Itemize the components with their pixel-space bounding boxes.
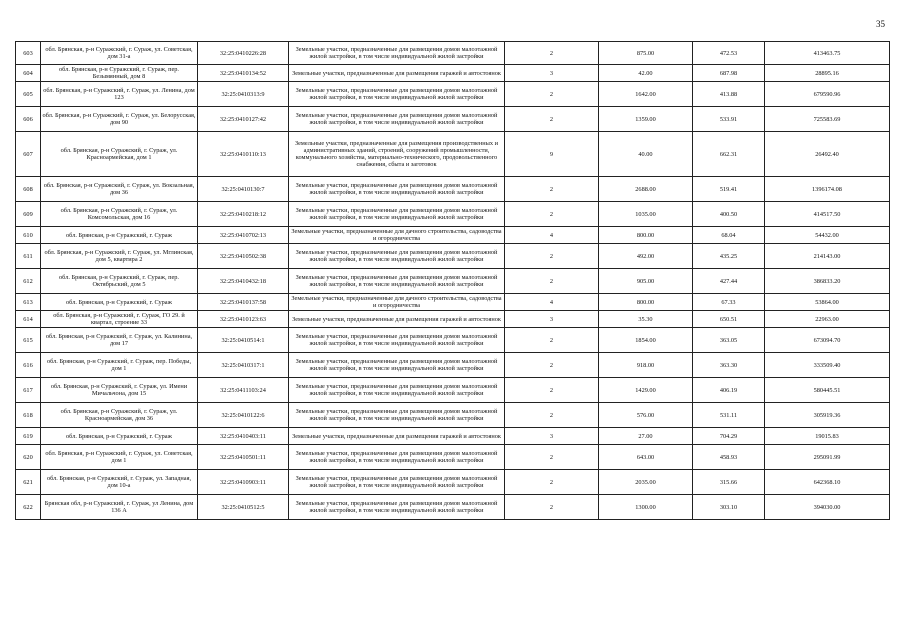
cadastral-value-cell: 305919.36 (765, 403, 890, 428)
specific-value-cell: 519.41 (693, 177, 765, 202)
land-use-type-cell: Земельные участки, предназначенные для размещения домов малоэтажной жилой застройки, в том числе индивидуальной жилой застройки (289, 470, 505, 495)
cadastral-number-cell: 32:25:0410122:6 (198, 403, 289, 428)
specific-value-cell: 400.50 (693, 202, 765, 227)
land-use-type-cell: Земельные участки, предназначенные для дачного строительства, садоводства и огородничества (289, 294, 505, 311)
cadastral-value-cell: 413463.75 (765, 42, 890, 65)
specific-value-cell: 315.66 (693, 470, 765, 495)
area-cell: 1300.00 (599, 495, 693, 520)
address-cell: обл. Брянская, р-н Суражский, г. Сураж, ул. Вокзальная, дом 36 (41, 177, 198, 202)
cadastral-value-cell: 580445.51 (765, 378, 890, 403)
land-use-type-cell: Земельные участки, предназначенные для размещения домов малоэтажной жилой застройки, в том числе индивидуальной жилой застройки (289, 269, 505, 294)
area-cell: 1035.00 (599, 202, 693, 227)
group-cell: 3 (505, 65, 599, 82)
address-cell: обл. Брянская, р-н Суражский, г. Сураж (41, 294, 198, 311)
cadastral-number-cell: 32:25:0410226:28 (198, 42, 289, 65)
address-cell: Брянская обл, р-н Суражский, г. Сураж, ул Ленина, дом 136 А (41, 495, 198, 520)
area-cell: 918.00 (599, 353, 693, 378)
area-cell: 2035.00 (599, 470, 693, 495)
specific-value-cell: 435.25 (693, 244, 765, 269)
land-use-type-cell: Земельные участки, предназначенные для размещения домов малоэтажной жилой застройки, в том числе индивидуальной жилой застройки (289, 445, 505, 470)
area-cell: 905.00 (599, 269, 693, 294)
cadastral-number-cell: 32:25:0410127:42 (198, 107, 289, 132)
row-number-cell: 610 (16, 227, 41, 244)
address-cell: обл. Брянская, р-н Суражский, г. Сураж, ул. Имени Мичальчона, дом 15 (41, 378, 198, 403)
land-registry-table (15, 41, 890, 520)
row-number-cell: 617 (16, 378, 41, 403)
row-number-cell: 620 (16, 445, 41, 470)
group-cell: 2 (505, 107, 599, 132)
row-number-cell: 613 (16, 294, 41, 311)
address-cell: обл. Брянская, р-н Суражский, г. Сураж, ГО 29. й квартал, строение 33 (41, 311, 198, 328)
row-number-cell: 607 (16, 132, 41, 177)
specific-value-cell: 68.04 (693, 227, 765, 244)
land-use-type-cell: Земельные участки, предназначенные для размещения домов малоэтажной жилой застройки, в том числе индивидуальной жилой застройки (289, 107, 505, 132)
table-row (16, 42, 890, 65)
address-cell: обл. Брянская, р-н Суражский, г. Сураж, ул. Красноармейская, дом 1 (41, 132, 198, 177)
address-cell: обл. Брянская, р-н Суражский, г. Сураж, пер. Победы, дом 1 (41, 353, 198, 378)
specific-value-cell: 533.91 (693, 107, 765, 132)
cadastral-value-cell: 26492.40 (765, 132, 890, 177)
cadastral-value-cell: 53864.00 (765, 294, 890, 311)
table-row (16, 132, 890, 177)
group-cell: 2 (505, 403, 599, 428)
cadastral-number-cell: 32:25:0410502:38 (198, 244, 289, 269)
cadastral-number-cell: 32:25:0410123:63 (198, 311, 289, 328)
area-cell: 576.00 (599, 403, 693, 428)
table-row (16, 82, 890, 107)
address-cell: обл. Брянская, р-н Суражский, г. Сураж, пер. Октябрьский, дом 5 (41, 269, 198, 294)
cadastral-number-cell: 32:25:0410137:58 (198, 294, 289, 311)
land-use-type-cell: Земельные участки, предназначенные для размещения гаражей и автостоянок (289, 311, 505, 328)
table-row (16, 244, 890, 269)
cadastral-value-cell: 386833.20 (765, 269, 890, 294)
cadastral-value-cell: 1396174.08 (765, 177, 890, 202)
group-cell: 2 (505, 445, 599, 470)
land-use-type-cell: Земельные участки, предназначенные для размещения домов малоэтажной жилой застройки, в том числе индивидуальной жилой застройки (289, 495, 505, 520)
area-cell: 1642.00 (599, 82, 693, 107)
group-cell: 2 (505, 495, 599, 520)
table-row (16, 227, 890, 244)
row-number-cell: 608 (16, 177, 41, 202)
area-cell: 643.00 (599, 445, 693, 470)
address-cell: обл. Брянская, р-н Суражский, г. Сураж, ул. Белорусская, дом 90 (41, 107, 198, 132)
cadastral-value-cell: 19015.83 (765, 428, 890, 445)
row-number-cell: 609 (16, 202, 41, 227)
area-cell: 2688.00 (599, 177, 693, 202)
group-cell: 3 (505, 311, 599, 328)
group-cell: 2 (505, 378, 599, 403)
land-use-type-cell: Земельные участки, предназначенные для размещения домов малоэтажной жилой застройки, в том числе индивидуальной жилой застройки (289, 177, 505, 202)
row-number-cell: 604 (16, 65, 41, 82)
land-use-type-cell: Земельные участки, предназначенные для размещения производственных и административных зданий, строений, сооружений промышленности, коммунального хозяйства, материально-технического, продовольственного снабжения, сбыта и заготовок (289, 132, 505, 177)
group-cell: 2 (505, 82, 599, 107)
specific-value-cell: 427.44 (693, 269, 765, 294)
land-use-type-cell: Земельные участки, предназначенные для размещения домов малоэтажной жилой застройки, в том числе индивидуальной жилой застройки (289, 202, 505, 227)
group-cell: 2 (505, 177, 599, 202)
table-row (16, 353, 890, 378)
specific-value-cell: 413.88 (693, 82, 765, 107)
row-number-cell: 603 (16, 42, 41, 65)
cadastral-number-cell: 32:25:0410501:11 (198, 445, 289, 470)
area-cell: 800.00 (599, 227, 693, 244)
cadastral-number-cell: 32:25:0410313:9 (198, 82, 289, 107)
specific-value-cell: 531.11 (693, 403, 765, 428)
row-number-cell: 611 (16, 244, 41, 269)
land-use-type-cell: Земельные участки, предназначенные для размещения домов малоэтажной жилой застройки, в том числе индивидуальной жилой застройки (289, 328, 505, 353)
area-cell: 1854.00 (599, 328, 693, 353)
cadastral-value-cell: 673094.70 (765, 328, 890, 353)
address-cell: обл. Брянская, р-н Суражский, г. Сураж, ул. Советская, дом 31-а (41, 42, 198, 65)
cadastral-number-cell: 32:25:0411103:24 (198, 378, 289, 403)
table-row (16, 177, 890, 202)
row-number-cell: 606 (16, 107, 41, 132)
table-row (16, 311, 890, 328)
row-number-cell: 614 (16, 311, 41, 328)
address-cell: обл. Брянская, р-н Суражский, г. Сураж, ул. Красноармейская, дом 36 (41, 403, 198, 428)
address-cell: обл. Брянская, р-н Суражский, г. Сураж, ул. Ленина, дом 123 (41, 82, 198, 107)
land-use-type-cell: Земельные участки, предназначенные для размещения домов малоэтажной жилой застройки, в том числе индивидуальной жилой застройки (289, 42, 505, 65)
cadastral-value-cell: 28895.16 (765, 65, 890, 82)
cadastral-number-cell: 32:25:0410514:1 (198, 328, 289, 353)
table-row (16, 202, 890, 227)
group-cell: 2 (505, 470, 599, 495)
land-use-type-cell: Земельные участки, предназначенные для дачного строительства, садоводства и огородничества (289, 227, 505, 244)
group-cell: 3 (505, 428, 599, 445)
address-cell: обл. Брянская, р-н Суражский, г. Сураж, ул. Западная, дом 10-а (41, 470, 198, 495)
area-cell: 27.00 (599, 428, 693, 445)
area-cell: 42.00 (599, 65, 693, 82)
table-row (16, 403, 890, 428)
table-row (16, 269, 890, 294)
group-cell: 2 (505, 328, 599, 353)
land-use-type-cell: Земельные участки, предназначенные для размещения гаражей и автостоянок (289, 65, 505, 82)
cadastral-value-cell: 642368.10 (765, 470, 890, 495)
area-cell: 492.00 (599, 244, 693, 269)
specific-value-cell: 406.19 (693, 378, 765, 403)
specific-value-cell: 67.33 (693, 294, 765, 311)
cadastral-value-cell: 394030.00 (765, 495, 890, 520)
specific-value-cell: 650.51 (693, 311, 765, 328)
row-number-cell: 619 (16, 428, 41, 445)
cadastral-value-cell: 295091.99 (765, 445, 890, 470)
row-number-cell: 622 (16, 495, 41, 520)
cadastral-number-cell: 32:25:0410218:12 (198, 202, 289, 227)
cadastral-number-cell: 32:25:0410134:52 (198, 65, 289, 82)
land-use-type-cell: Земельные участки, предназначенные для размещения домов малоэтажной жилой застройки, в том числе индивидуальной жилой застройки (289, 82, 505, 107)
table-row (16, 378, 890, 403)
table-row (16, 107, 890, 132)
row-number-cell: 618 (16, 403, 41, 428)
cadastral-value-cell: 22963.00 (765, 311, 890, 328)
group-cell: 9 (505, 132, 599, 177)
page-number: 35 (876, 19, 885, 29)
land-use-type-cell: Земельные участки, предназначенные для размещения домов малоэтажной жилой застройки, в том числе индивидуальной жилой застройки (289, 244, 505, 269)
table-row (16, 328, 890, 353)
table-row (16, 65, 890, 82)
cadastral-number-cell: 32:25:0410432:18 (198, 269, 289, 294)
row-number-cell: 605 (16, 82, 41, 107)
specific-value-cell: 472.53 (693, 42, 765, 65)
specific-value-cell: 363.05 (693, 328, 765, 353)
cadastral-number-cell: 32:25:0410317:1 (198, 353, 289, 378)
group-cell: 2 (505, 244, 599, 269)
specific-value-cell: 662.31 (693, 132, 765, 177)
table-row (16, 470, 890, 495)
address-cell: обл. Брянская, р-н Суражский, г. Сураж, ул. Советская, дом 1 (41, 445, 198, 470)
area-cell: 35.30 (599, 311, 693, 328)
cadastral-value-cell: 214143.00 (765, 244, 890, 269)
cadastral-number-cell: 32:25:0410512:5 (198, 495, 289, 520)
group-cell: 4 (505, 294, 599, 311)
table-row (16, 445, 890, 470)
cadastral-value-cell: 414517.50 (765, 202, 890, 227)
group-cell: 2 (505, 42, 599, 65)
cadastral-value-cell: 333509.40 (765, 353, 890, 378)
table-body (16, 42, 890, 520)
area-cell: 40.00 (599, 132, 693, 177)
group-cell: 2 (505, 353, 599, 378)
cadastral-value-cell: 679590.96 (765, 82, 890, 107)
cadastral-number-cell: 32:25:0410903:11 (198, 470, 289, 495)
land-use-type-cell: Земельные участки, предназначенные для размещения домов малоэтажной жилой застройки, в том числе индивидуальной жилой застройки (289, 353, 505, 378)
area-cell: 1359.00 (599, 107, 693, 132)
land-use-type-cell: Земельные участки, предназначенные для размещения домов малоэтажной жилой застройки, в том числе индивидуальной жилой застройки (289, 403, 505, 428)
cadastral-number-cell: 32:25:0410130:7 (198, 177, 289, 202)
area-cell: 800.00 (599, 294, 693, 311)
specific-value-cell: 704.29 (693, 428, 765, 445)
group-cell: 4 (505, 227, 599, 244)
land-use-type-cell: Земельные участки, предназначенные для размещения гаражей и автостоянок (289, 428, 505, 445)
cadastral-number-cell: 32:25:0410403:11 (198, 428, 289, 445)
table-row (16, 294, 890, 311)
address-cell: обл. Брянская, р-н Суражский, г. Сураж, пер. Безымянный, дом 8 (41, 65, 198, 82)
land-use-type-cell: Земельные участки, предназначенные для размещения домов малоэтажной жилой застройки, в том числе индивидуальной жилой застройки (289, 378, 505, 403)
cadastral-value-cell: 725583.69 (765, 107, 890, 132)
specific-value-cell: 303.10 (693, 495, 765, 520)
group-cell: 2 (505, 202, 599, 227)
row-number-cell: 612 (16, 269, 41, 294)
table-row (16, 495, 890, 520)
address-cell: обл. Брянская, р-н Суражский, г. Сураж (41, 428, 198, 445)
cadastral-value-cell: 54432.00 (765, 227, 890, 244)
table-row (16, 428, 890, 445)
cadastral-number-cell: 32:25:0410702:13 (198, 227, 289, 244)
specific-value-cell: 687.98 (693, 65, 765, 82)
row-number-cell: 621 (16, 470, 41, 495)
specific-value-cell: 458.93 (693, 445, 765, 470)
row-number-cell: 616 (16, 353, 41, 378)
specific-value-cell: 363.30 (693, 353, 765, 378)
group-cell: 2 (505, 269, 599, 294)
address-cell: обл. Брянская, р-н Суражский, г. Сураж, ул. Комсомольская, дом 16 (41, 202, 198, 227)
area-cell: 875.00 (599, 42, 693, 65)
address-cell: обл. Брянская, р-н Суражский, г. Сураж, ул. Мглинская, дом 5, квартира 2 (41, 244, 198, 269)
address-cell: обл. Брянская, р-н Суражский, г. Сураж (41, 227, 198, 244)
cadastral-number-cell: 32:25:0410110:13 (198, 132, 289, 177)
area-cell: 1429.00 (599, 378, 693, 403)
address-cell: обл. Брянская, р-н Суражский, г. Сураж, ул. Калинина, дом 17 (41, 328, 198, 353)
row-number-cell: 615 (16, 328, 41, 353)
